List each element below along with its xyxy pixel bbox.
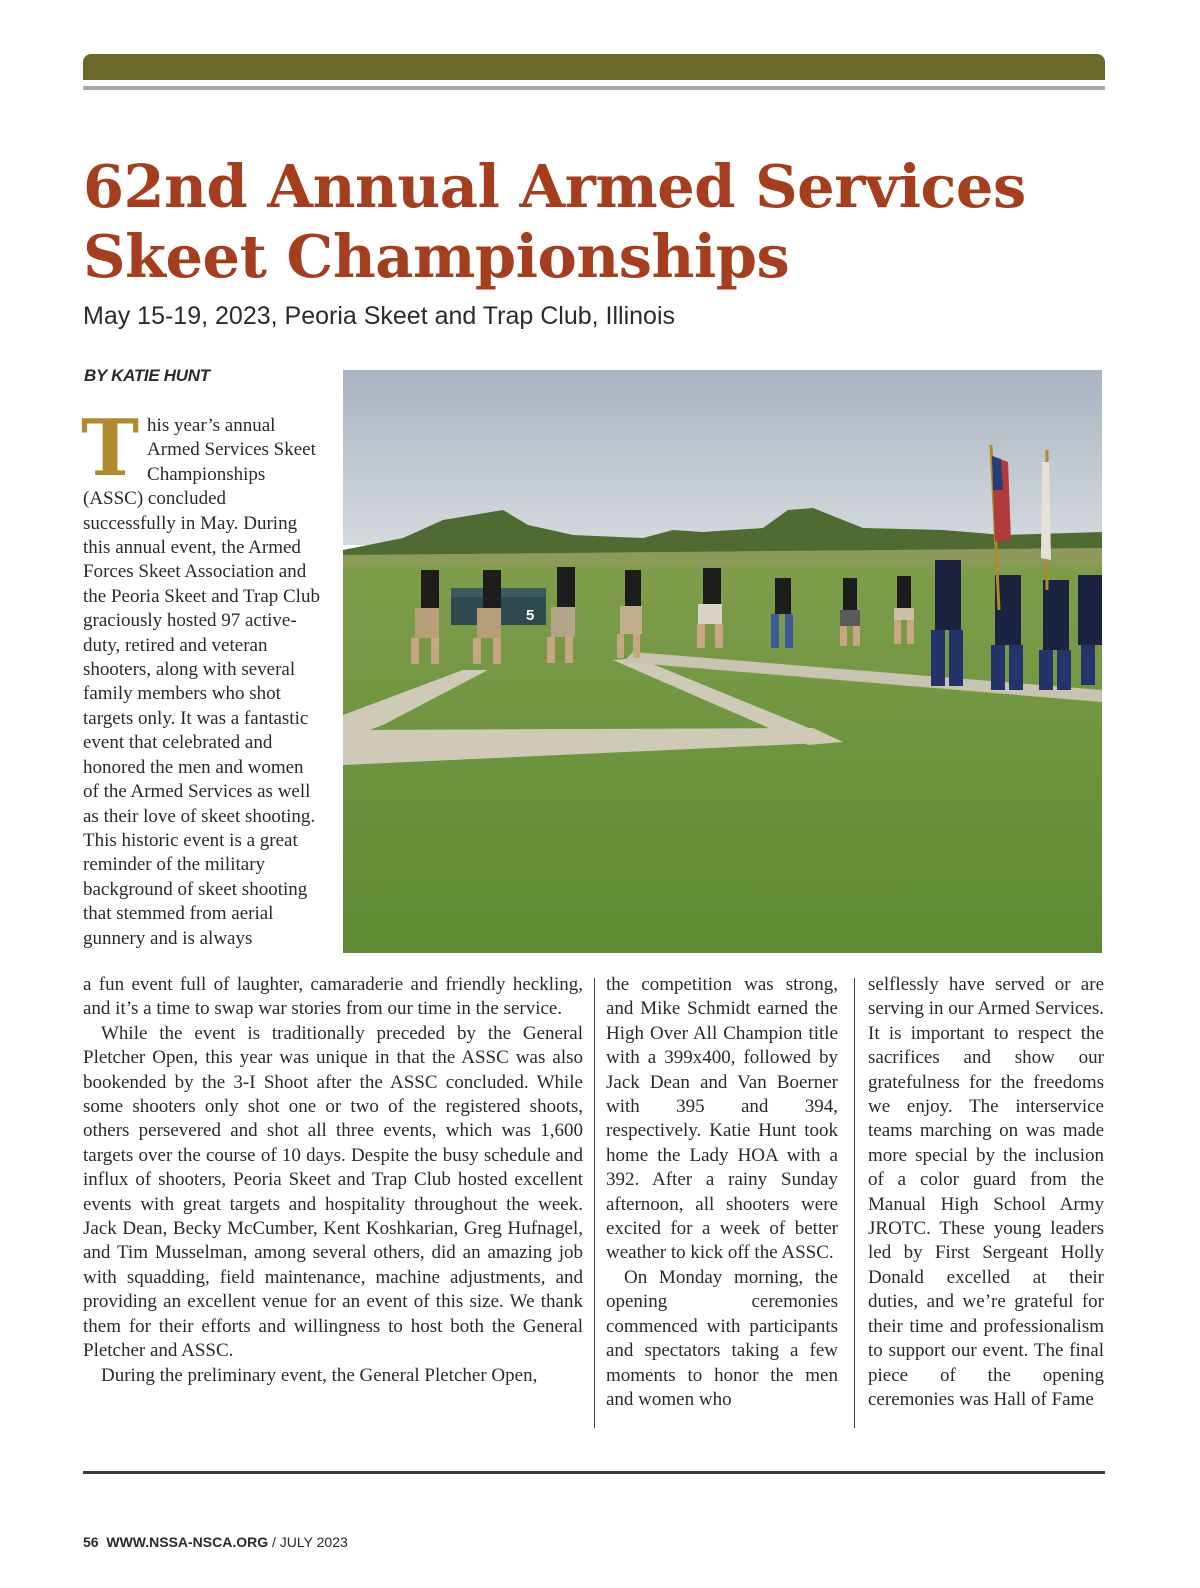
paragraph-1-text: his year’s annual Armed Services Skeet Championships (ASSC) concluded successfully in May. During this annual event, the Armed Forces Skeet Association and the Peoria Skeet and Trap Club graciously hosted 97 active-duty, retired and veteran shooters, along with several family members who shot targets only. It was a fantastic event that celebrated and honored the men and women of the Armed Services as well as their love of skeet shooting. This historic event is a great reminder of the military background of skeet shooting that stemmed from aerial gunnery and is always [83,415,320,949]
article-subtitle: May 15-19, 2023, Peoria Skeet and Trap Club, Illinois [83,302,676,330]
footer-rule [83,1471,1105,1474]
drop-cap: T [81,403,140,494]
column-3 [868,973,1104,1412]
column-divider-2 [854,978,855,1428]
footer-issue: JULY 2023 [279,1534,348,1550]
article-photo [343,370,1102,953]
station-number: 5 [526,607,535,624]
footer-separator: / [272,1534,276,1550]
page-footer [83,1534,348,1550]
title-line-1: 62nd Annual Armed Services [83,152,1026,221]
paragraph-1-continued: a fun event full of laughter, camaraderie and friendly heckling, and it’s a time to swap war stories from our time in the service. [83,974,583,1020]
byline: BY KATIE HUNT [84,366,210,385]
column-3-paragraph-1: selflessly have served or are serving in our Armed Services. It is important to respect the sacrifices and show our gratefulness for the freedoms we enjoy. The interservice teams marching on was made more special by the inclusion of a color guard from the Manual High School Army JROTC. These young leaders led by First Sergeant Holly Donald excelled at their duties, and we’re grateful for their time and professionalism to support our event. The final piece of the opening ceremonies was Hall of Fame [868,974,1104,1410]
title-line-2: Skeet Championships [83,222,790,291]
page-number: 56 [83,1534,99,1550]
column-2 [606,973,838,1412]
paragraph-3-start: During the preliminary event, the General Pletcher Open, [101,1364,538,1386]
paragraph-2: While the event is traditionally preceded by the General Pletcher Open, this year was unique in that the ASSC was also bookended by the 3-I Shoot after the ASSC concluded. While some shooters only shot one or two of the registered shoots, others persevered and shot all three events, which was 1,600 targets over the course of 10 days. Despite the busy schedule and influx of shooters, Peoria Skeet and Trap Club hosted excellent events with great targets and hospitality throughout the week. Jack Dean, Becky McCumber, Kent Koshkarian, Greg Hufnagel, and Tim Musselman, among several others, did an amazing job with squadding, field maintenance, machine adjustments, and providing an excellent venue for an event of this size. We thank them for their efforts and willingness to host both the General Pletcher and ASSC. [83,1022,583,1362]
header-rule [83,86,1105,90]
footer-website: WWW.NSSA-NSCA.ORG [106,1534,269,1550]
column-1-bottom [83,973,583,1388]
column-1-top [81,403,323,951]
column-2-paragraph-1: the competition was strong, and Mike Schmidt earned the High Over All Champion title with a 399x400, followed by Jack Dean and Van Boerner with 395 and 394, respectively. Katie Hunt took home the Lady HOA with a 392. After a rainy Sunday afternoon, all shooters were excited for a week of better weather to kick off the ASSC. [606,974,838,1264]
column-divider-1 [594,978,595,1428]
column-2-paragraph-2: On Monday morning, the opening ceremonies commenced with participants and spectators taking a few moments to honor the men and women who [606,1266,838,1410]
paragraph-1 [81,403,323,951]
header-color-bar [83,54,1105,80]
article-title [83,152,1143,292]
